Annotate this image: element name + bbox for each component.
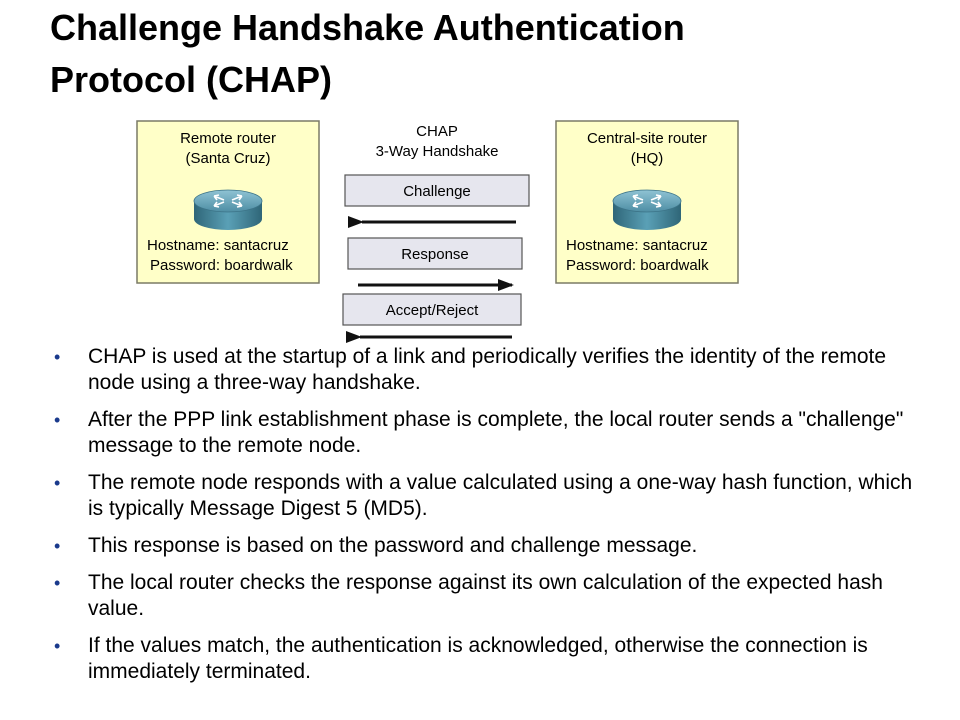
remote-password: Password: boardwalk (150, 257, 293, 274)
list-item (52, 633, 932, 685)
bullet-list (52, 344, 932, 696)
list-item (52, 533, 932, 559)
list-item (52, 407, 932, 459)
list-item (52, 470, 932, 522)
bullet-icon: • (54, 473, 61, 493)
response-message-label: Response (401, 246, 469, 263)
central-router-name: Central-site router (586, 130, 708, 147)
central-router-panel (556, 121, 738, 283)
bullet-text: This response is based on the password and challenge message. (88, 534, 698, 557)
bullet-text: After the PPP link establishment phase is complete, the local router sends a "challenge" message to the remote node. (88, 408, 904, 457)
chap-diagram (0, 0, 960, 345)
challenge-message-label: Challenge (403, 183, 471, 200)
title-line-2: Protocol (CHAP) (50, 59, 332, 100)
title-line-1: Challenge Handshake Authentication (50, 7, 685, 48)
central-hostname: Hostname: santacruz (566, 237, 708, 254)
handshake-caption-line-2: 3-Way Handshake (375, 143, 499, 160)
remote-router-name: Remote router (180, 130, 276, 147)
bullet-icon: • (54, 347, 61, 367)
central-password: Password: boardwalk (566, 257, 709, 274)
bullet-text: CHAP is used at the startup of a link and periodically verifies the identity of the remote node using a three-way handshake. (88, 345, 887, 394)
bullet-icon: • (54, 573, 61, 593)
router-icon (194, 190, 262, 230)
remote-router-panel (137, 121, 319, 283)
remote-hostname: Hostname: santacruz (147, 237, 289, 254)
handshake-caption-line-1: CHAP (416, 123, 458, 140)
list-item (52, 570, 932, 622)
bullet-icon: • (54, 636, 61, 656)
router-icon (613, 190, 681, 230)
bullet-text: The remote node responds with a value calculated using a one-way hash function, which is typically Message Digest 5 (MD5). (88, 471, 913, 520)
central-router-location: (HQ) (630, 150, 664, 167)
bullet-text: If the values match, the authentication is acknowledged, otherwise the connection is immediately terminated. (88, 634, 868, 683)
accept-reject-message-label: Accept/Reject (385, 302, 479, 319)
list-item (52, 344, 932, 396)
bullet-icon: • (54, 536, 61, 556)
bullet-text: The local router checks the response against its own calculation of the expected hash value. (88, 571, 883, 620)
remote-router-location: (Santa Cruz) (185, 150, 271, 167)
bullet-icon: • (54, 410, 61, 430)
